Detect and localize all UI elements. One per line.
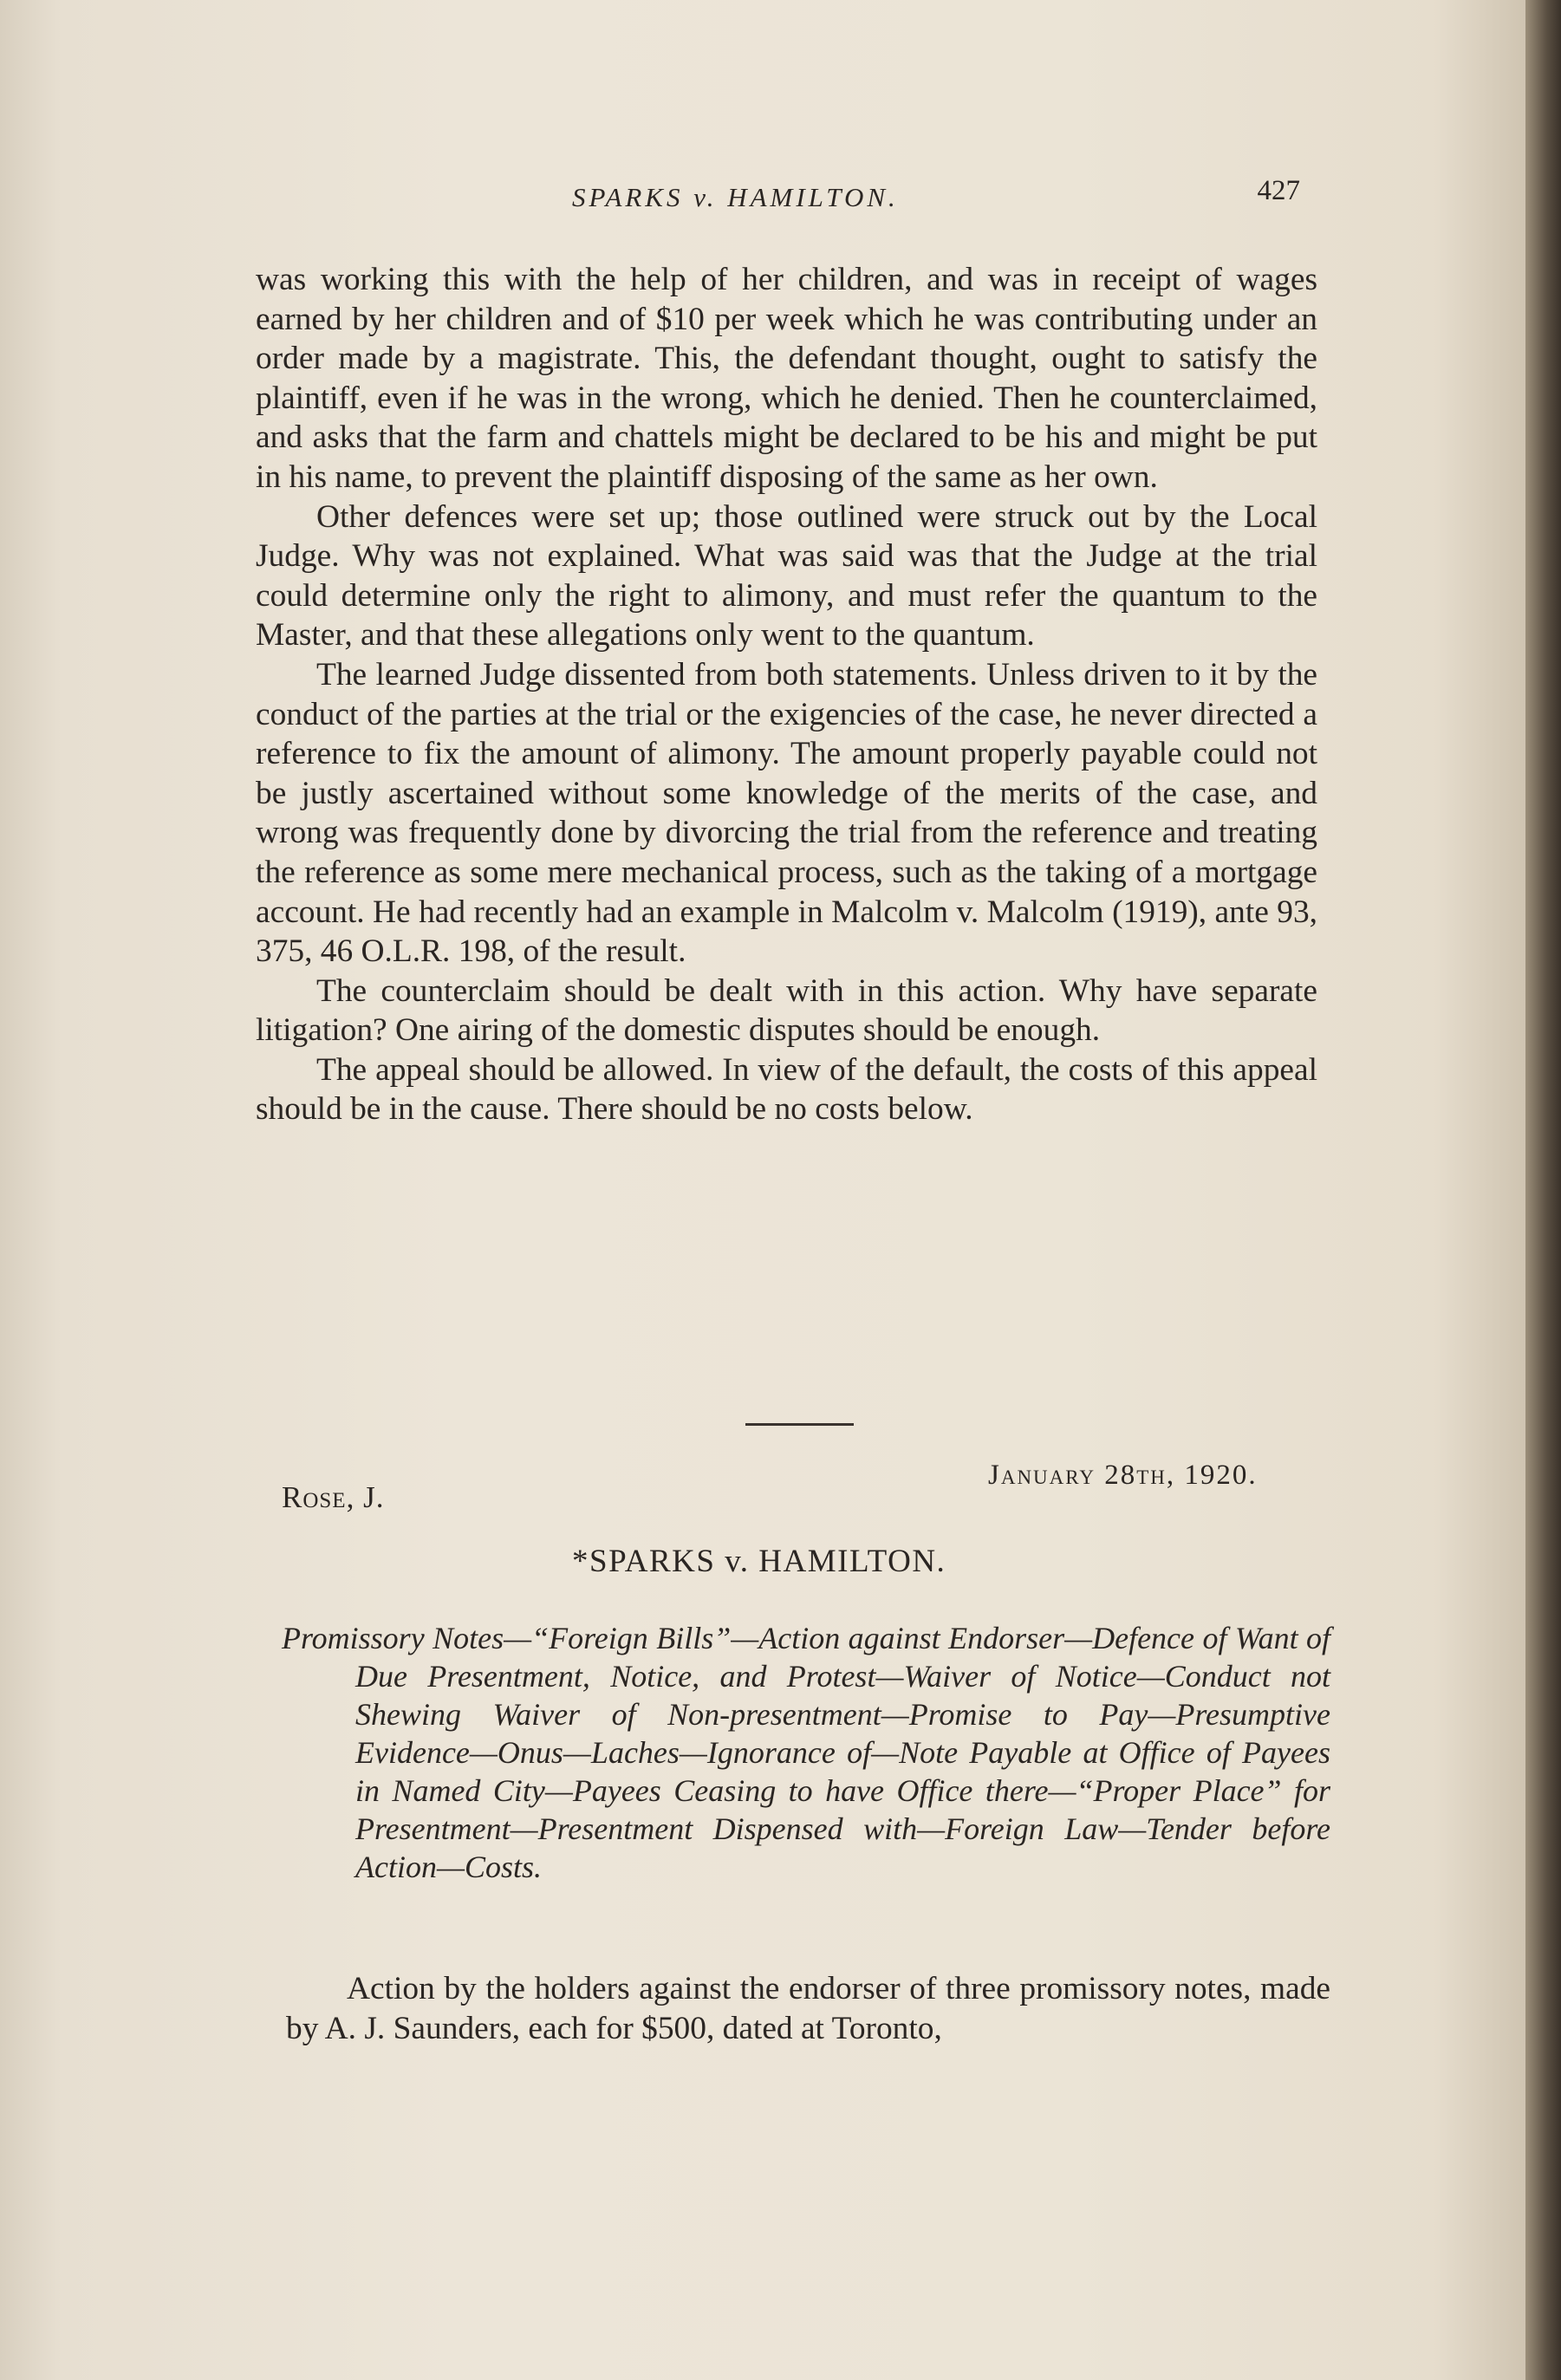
case-title: *SPARKS v. HAMILTON.	[572, 1544, 946, 1579]
page-number: 427	[1257, 175, 1300, 206]
paragraph-appeal-allowed: The appeal should be allowed. In view of the default, the costs of this appeal should be in the cause. There should be no costs below.	[256, 1051, 1317, 1128]
judge-name: Rose, J.	[282, 1480, 385, 1514]
body-text	[256, 260, 1317, 1129]
paragraph-judge-dissented: The learned Judge dissented from both statements. Unless driven to it by the conduct of the parties at the trial or the exigencies of the case, he never directed a reference to fix the amount of alimony. The amount properly payable could not be justly ascertained without some knowledge of the merits of the case, and wrong was frequently done by divorcing the trial from the reference and treating the reference as some mere mechanical process, such as the taking of a mortgage account. He had recently had an example in Malcolm v. Malcolm (1919), ante 93, 375, 46 O.L.R. 198, of the result.	[256, 656, 1317, 970]
section-divider	[745, 1423, 854, 1426]
book-spine-shadow	[1525, 0, 1561, 2380]
headnote-text: Promissory Notes—“Foreign Bills”—Action against Endorser—Defence of Want of Due Presentment, Notice, and Protest—Waiver of Notice—Conduct not Shewing Waiver of Non-presentment—Promise to Pay—Presumptive Evidence—Onus—Laches—Ignorance of—Note Payable at Office of Payees in Named City—Payees Ceasing to have Office there—“Proper Place” for Presentment—Presentment Dispensed with—Foreign Law—Tender before Action—Costs.	[282, 1621, 1330, 1884]
paragraph-counterclaim: The counterclaim should be dealt with in this action. Why have separate litigation? One airing of the domestic disputes should be enough.	[256, 972, 1317, 1049]
decision-date: January 28th, 1920.	[988, 1460, 1258, 1491]
action-paragraph: Action by the holders against the endorser of three promissory notes, made by A. J. Saunders, each for $500, dated at Toronto,	[286, 1971, 1330, 2046]
page-header	[260, 175, 1300, 234]
running-title: SPARKS v. HAMILTON.	[572, 182, 899, 212]
paragraph-continuation: was working this with the help of her children, and was in receipt of wages earned by her children and of $10 per week which he was contributing under an order made by a magistrate. This, the defendant thought, ought to satisfy the plaintiff, even if he was in the wrong, which he denied. Then he counterclaimed, and asks that the farm and chattels might be declared to be his and might be put in his name, to prevent the plaintiff disposing of the same as her own.	[256, 262, 1317, 495]
paragraph-other-defences: Other defences were set up; those outlined were struck out by the Local Judge. Why was not explained. What was said was that the Judge at the trial could determine only the right to alimony, and must refer the quantum to the Master, and that these allegations only went to the quantum.	[256, 498, 1317, 654]
headnote	[282, 1619, 1330, 1886]
